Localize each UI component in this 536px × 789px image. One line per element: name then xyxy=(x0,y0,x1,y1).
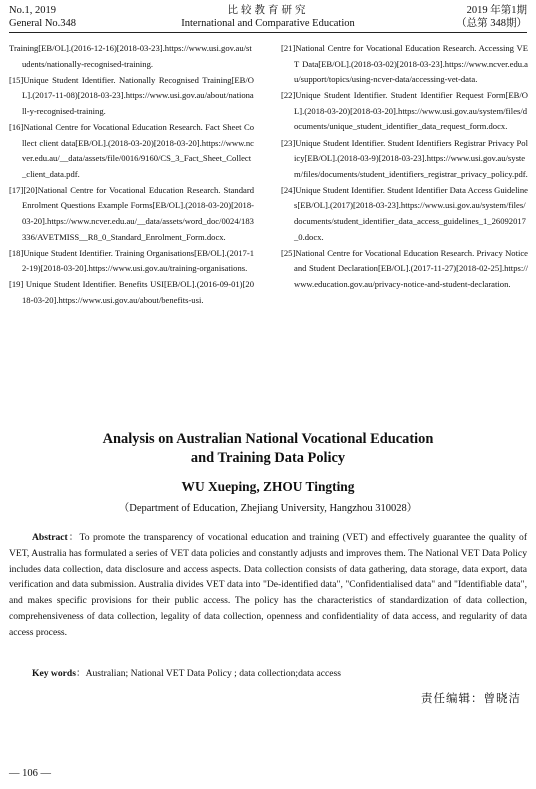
reference-item: [25]National Centre for Vocational Education Research. Privacy Notice and Student Declaration[EB/OL].(2017-11-27)[2018-02-25].https://www.education.gov.au/privacy-notice-and-student-declaration. xyxy=(281,247,528,289)
keywords-separator: ： xyxy=(75,668,86,679)
general-number-cn: （总第 348期） xyxy=(456,18,527,29)
abstract-label: Abstract xyxy=(32,532,68,543)
running-header xyxy=(9,3,527,33)
affiliation: （Department of Education, Zhejiang University, Hangzhou 310028） xyxy=(118,503,418,514)
title-line-1: Analysis on Australian National Vocational Education xyxy=(102,431,434,447)
references-right-column xyxy=(281,41,528,293)
responsible-editor: 责任编辑：曾晓洁 xyxy=(421,693,521,705)
reference-item: [22]Unique Student Identifier. Student Identifier Request Form[EB/OL].(2018-03-20)[2018-03-20].https://www.usi.gov.au/system/files/documents/unique_student_identifier_data_request_form.docx. xyxy=(281,90,528,132)
keywords xyxy=(32,665,527,679)
abstract-separator: ： xyxy=(67,532,80,543)
issue-number: No.1, 2019 xyxy=(9,5,56,16)
keywords-label: Key words xyxy=(32,668,76,679)
general-number: General No.348 xyxy=(9,18,77,29)
keywords-text: Australian; National VET Data Policy ; data collection;data access xyxy=(85,668,341,679)
reference-item: [16]National Centre for Vocational Education Research. Fact Sheet Collect client data[EB/OL].(2018-03-20)[2018-03-20].https://www.ncver.edu.au/__data/assets/file/0016/9160/CS_3_Fact_Sheet_Collect_client_data.pdf. xyxy=(9,121,254,179)
reference-item: [21]National Centre for Vocational Education Research. Accessing VET Data[EB/OL].(2018-03-02)[2018-03-23].https://www.ncver.edu.au/support/topics/using-ncver-data/accessing-vet-data. xyxy=(281,43,528,85)
reference-item: [18]Unique Student Identifier. Training Organisations[EB/OL].(2017-12-19)[2018-03-20].https://www.usi.gov.au/training-organisations. xyxy=(9,247,254,274)
title-line-2: and Training Data Policy xyxy=(190,450,346,466)
reference-item: [15]Unique Student Identifier. Nationally Recognised Training[EB/OL].(2017-11-08)[2018-03-23].https://www.usi.gov.au/about/nationall-y-recognised-training. xyxy=(9,74,254,116)
abstract-text: To promote the transparency of vocational education and training (VET) and effectively guarantee the quality of VET, Australia has formulated a series of VET data policies and constantly adjusts and improves them. The National VET Data Policy includes data collection, data disclosure and access aspects. Data collection consists of data gathering, data storage, data export, data verification and data submission. Australia divides VET data into "De-identified data", "Confidentialised data" and "Identifiable data", and makes specific provisions for their public access. The policy has the characteristics of standardization of data collection, comprehensiveness of data collection, legality of data collection, openness and confidentiality of data access, and regularity of data access process. xyxy=(9,532,528,638)
article-title xyxy=(20,430,516,468)
issue-number-cn: 2019 年第1期 xyxy=(466,5,527,16)
header-rule xyxy=(9,32,527,33)
page-number: — 106 — xyxy=(9,768,51,779)
authors: WU Xueping, ZHOU Tingting xyxy=(181,479,355,494)
reference-item: Training[EB/OL].(2016-12-16)[2018-03-23].https://www.usi.gov.au/students/nationally-recognised-training. xyxy=(9,43,252,69)
references-left-column xyxy=(9,41,254,309)
reference-item: [24]Unique Student Identifier. Student Identifier Data Access Guidelines[EB/OL].(2017)[2018-03-23].https://www.usi.gov.au/system/files/documents/student_identifier_data_access_guidelines_1_26092017_0.docx. xyxy=(281,184,528,242)
reference-item: [17][20]National Centre for Vocational Education Research. Standard Enrolment Questions Example Forms[EB/OL].(2018-03-20)[2018-03-20].https://www.ncver.edu.au/__data/assets/word_doc/0024/183336/AVETMISS__R8_0_Standard_Enrolment_Form.docx. xyxy=(9,184,254,242)
journal-title-en: International and Comparative Education xyxy=(181,18,355,29)
journal-title-cn: 比较教育研究 xyxy=(227,5,309,16)
reference-item: [23]Unique Student Identifier. Student Identifiers Registrar Privacy Policy[EB/OL].(2018-03-9)[2018-03-23].https://www.usi.gov.au/system/files/documents/student_identifiers_registrar_privacy_policy.pdf. xyxy=(281,137,528,179)
reference-item: [19] Unique Student Identifier. Benefits USI[EB/OL].(2016-09-01)[2018-03-20].https://www.usi.gov.au/about/benefits-usi. xyxy=(9,279,254,305)
abstract xyxy=(9,530,527,641)
